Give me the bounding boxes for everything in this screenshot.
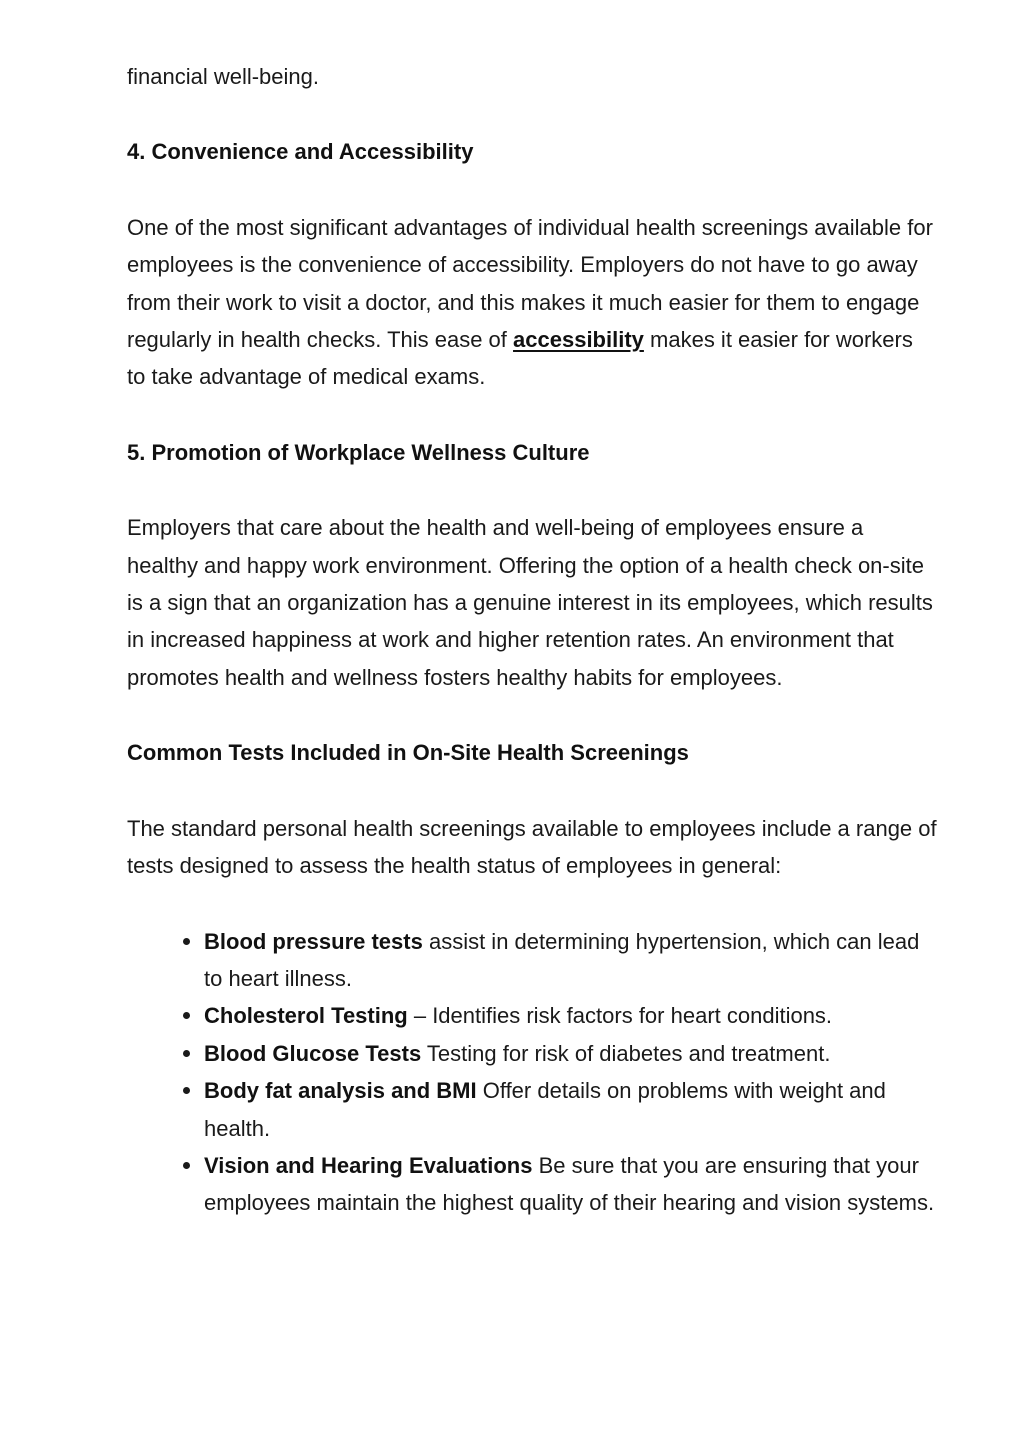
list-item	[204, 1035, 937, 1072]
list-item-text: – Identifies risk factors for heart conditions.	[407, 1003, 833, 1029]
list-item-text: assist in determining hypertension, which can lead to heart illness.	[204, 928, 920, 991]
list-item-title: Cholesterol Testing	[204, 1003, 408, 1029]
list-item	[204, 997, 937, 1034]
section-4-text-before-link: One of the most significant advantages of individual health screenings available for employees is the convenience of accessibility. Employers do not have to go away from their work to visit a doctor, and this makes it much easier for them to engage regularly in health checks. This ease of	[127, 214, 933, 353]
section-5-paragraph: Employers that care about the health and well-being of employees ensure a healthy and happy work environment. Offering the option of a health check on-site is a sign that an organization has a genuine interest in its employees, which results in increased happiness at work and higher retention rates. An environment that promotes health and wellness fosters healthy habits for employees.	[127, 515, 933, 690]
list-item	[204, 1147, 937, 1222]
list-item	[204, 1072, 937, 1147]
list-item-text: Be sure that you are ensuring that your employees maintain the highest quality of their hearing and vision systems.	[204, 1152, 935, 1216]
list-item	[204, 923, 937, 998]
list-item-text: Offer details on problems with weight and health.	[204, 1078, 886, 1141]
intro-tail-text: financial well-being.	[127, 64, 319, 89]
common-tests-paragraph: The standard personal health screenings available to employees include a range of tests designed to assess the health status of employees in general:	[127, 815, 937, 879]
accessibility-link[interactable]: accessibility	[513, 327, 644, 353]
list-item-title: Blood pressure tests	[204, 928, 423, 954]
tests-list	[127, 923, 937, 1222]
section-5-heading: 5. Promotion of Workplace Wellness Culture	[127, 439, 590, 465]
section-4-heading: 4. Convenience and Accessibility	[127, 139, 474, 165]
article-body	[127, 58, 937, 1222]
list-item-title: Vision and Hearing Evaluations	[204, 1152, 533, 1178]
section-4-paragraph	[127, 209, 937, 396]
section-4-text-after-link: makes it easier for workers to take advantage of medical exams.	[127, 327, 913, 390]
list-item-text: Testing for risk of diabetes and treatment.	[421, 1040, 831, 1066]
list-item-title: Body fat analysis and BMI	[204, 1078, 477, 1104]
common-tests-heading: Common Tests Included in On-Site Health Screenings	[127, 740, 689, 766]
list-item-title: Blood Glucose Tests	[204, 1040, 422, 1066]
